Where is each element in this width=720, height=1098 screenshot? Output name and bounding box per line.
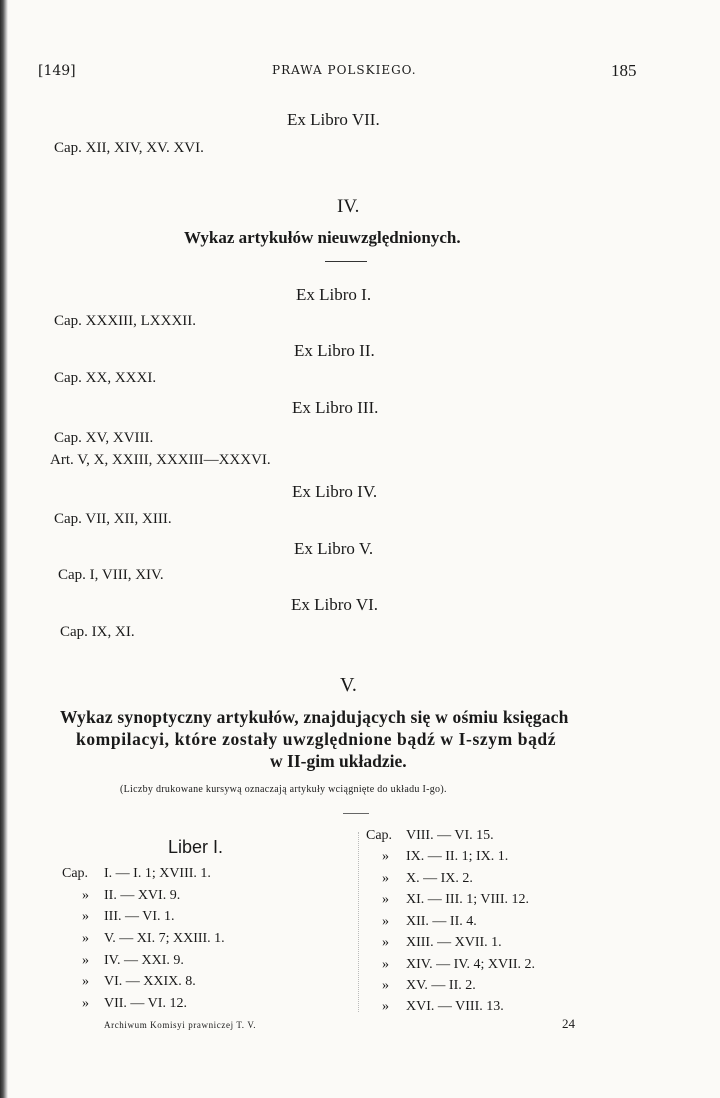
synopsis-row (82, 996, 187, 1012)
synopsis-row (366, 828, 494, 844)
page-number: 185 (611, 61, 637, 80)
libro-heading: Ex Libro VI. (291, 595, 379, 614)
cap-line: Cap. XII, XIV, XV. XVI. (54, 140, 204, 156)
art-line: Art. V, X, XXIII, XXXIII—XXXVI. (50, 452, 271, 468)
cap-line: Cap. XX, XXXI. (54, 370, 157, 386)
ditto-mark: » (382, 849, 389, 864)
synopsis-text: XIII. — XVII. 1. (406, 935, 502, 950)
synopsis-text: IV. — XXI. 9. (104, 953, 184, 968)
ditto-mark: » (382, 978, 389, 993)
page-ref-number: [149] (38, 63, 76, 79)
synopsis-text: X. — IX. 2. (406, 871, 473, 886)
ditto-mark: » (382, 871, 389, 886)
page-binding-edge (0, 0, 8, 1098)
divider-rule (325, 261, 367, 262)
ditto-mark: » (382, 957, 389, 972)
ditto-mark: » (82, 931, 89, 946)
synopsis-row (382, 871, 473, 887)
liber-heading: Liber I. (168, 837, 224, 857)
synopsis-row (382, 935, 502, 951)
cap-marker: Cap. (366, 828, 393, 843)
synopsis-text: I. — I. 1; XVIII. 1. (104, 866, 211, 881)
section-title-line: Wykaz synoptyczny artykułów, znajdujących się w ośmiu księgach (60, 707, 569, 727)
libro-heading: Ex Libro IV. (292, 482, 378, 501)
synopsis-row (82, 888, 180, 904)
synopsis-row (382, 957, 535, 973)
libro-heading: Ex Libro V. (294, 539, 374, 558)
synopsis-row (382, 849, 508, 865)
ditto-mark: » (82, 888, 89, 903)
synopsis-text: XI. — III. 1; VIII. 12. (406, 892, 529, 907)
ditto-mark: » (382, 999, 389, 1014)
ditto-mark: » (382, 935, 389, 950)
ditto-mark: » (82, 996, 89, 1011)
libro-heading: Ex Libro I. (296, 285, 372, 304)
section-numeral: V. (340, 674, 357, 696)
cap-line: Cap. VII, XII, XIII. (54, 511, 172, 527)
synopsis-row (382, 892, 529, 908)
cap-marker: Cap. (62, 866, 89, 881)
synopsis-row (382, 978, 476, 994)
synopsis-text: III. — VI. 1. (104, 909, 175, 924)
ditto-mark: » (82, 974, 89, 989)
libro-heading: Ex Libro III. (292, 398, 379, 417)
ditto-mark: » (382, 914, 389, 929)
synopsis-row (82, 953, 184, 969)
column-divider (358, 832, 359, 1012)
synopsis-text: VI. — XXIX. 8. (104, 974, 196, 989)
synopsis-text: VIII. — VI. 15. (406, 828, 494, 843)
cap-line: Cap. IX, XI. (60, 624, 135, 640)
libro-heading: Ex Libro VII. (287, 110, 380, 129)
synopsis-text: II. — XVI. 9. (104, 888, 181, 903)
synopsis-text: VII. — VI. 12. (104, 996, 187, 1011)
synopsis-text: XIV. — IV. 4; XVII. 2. (406, 957, 535, 972)
ditto-mark: » (82, 909, 89, 924)
synopsis-row (382, 999, 504, 1015)
ditto-mark: » (82, 953, 89, 968)
running-title: PRAWA POLSKIEGO. (272, 63, 417, 77)
signature-number: 24 (562, 1016, 575, 1031)
footer-signature: Archiwum Komisyi prawniczej T. V. (104, 1020, 257, 1030)
section-title-line: kompilacyi, które zostały uwzględnione bądź w I-szym bądź (76, 729, 557, 749)
synopsis-text: IX. — II. 1; IX. 1. (406, 849, 509, 864)
synopsis-text: XV. — II. 2. (406, 978, 476, 993)
cap-line: Cap. XV, XVIII. (54, 430, 154, 446)
divider-rule (343, 813, 369, 814)
synopsis-text: V. — XI. 7; XXIII. 1. (104, 931, 225, 946)
synopsis-text: XVI. — VIII. 13. (406, 999, 504, 1014)
synopsis-row (82, 974, 196, 990)
synopsis-row (62, 866, 211, 882)
synopsis-row (82, 931, 225, 947)
synopsis-row (382, 914, 477, 930)
libro-heading: Ex Libro II. (294, 341, 375, 360)
section-numeral: IV. (337, 196, 360, 217)
ditto-mark: » (382, 892, 389, 907)
cap-line: Cap. I, VIII, XIV. (58, 567, 164, 583)
italics-note: (Liczby drukowane kursywą oznaczają artykuły wciągnięte do układu I-go). (120, 784, 447, 795)
section-title: Wykaz artykułów nieuwzględnionych. (184, 228, 461, 247)
synopsis-row (82, 909, 175, 925)
section-title-line: w II-gim układzie. (270, 751, 407, 771)
cap-line: Cap. XXXIII, LXXXII. (54, 313, 197, 329)
synopsis-text: XII. — II. 4. (406, 914, 477, 929)
